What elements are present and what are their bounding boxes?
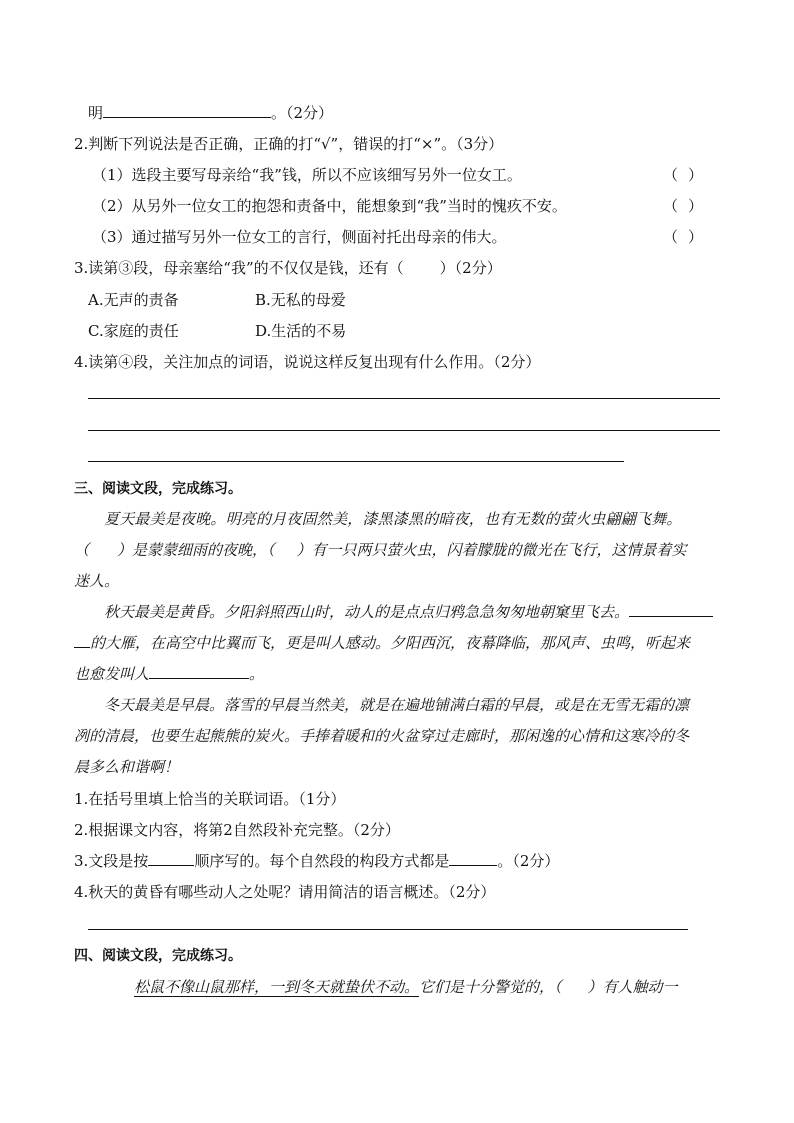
q2-item-2: （2）从另外一位女工的抱怨和责备中，能想象到“我”当时的愧疚不安。 bbox=[92, 197, 567, 215]
answer-rule[interactable] bbox=[88, 461, 624, 462]
answer-rule[interactable] bbox=[88, 398, 720, 399]
q3-option-d: D.生活的不易 bbox=[255, 322, 347, 340]
passage-line: 晨多么和谐啊！ bbox=[74, 758, 180, 776]
passage-line: 也愈发叫人 。 bbox=[74, 665, 265, 683]
passage-line: 的大雁，在高空中比翼而飞，更是叫人感动。夕阳西沉，夜幕降临，那风声、虫鸣，听起来 bbox=[74, 633, 690, 653]
s3-question-2: 2.根据课文内容，将第2自然段补充完整。（2分） bbox=[74, 821, 400, 839]
q3-option-c: C.家庭的责任 bbox=[88, 322, 179, 340]
q2-stem: 2.判断下列说法是否正确，正确的打“√”，错误的打“×”。（3分） bbox=[74, 135, 504, 153]
q2-item-1: （1）选段主要写母亲给“我”钱，所以不应该细写另外一位女工。 bbox=[92, 166, 522, 184]
s3-question-4: 4.秋天的黄昏有哪些动人之处呢？请用简洁的语言概述。（2分） bbox=[74, 883, 496, 901]
judge-bracket-3[interactable]: （ ） bbox=[663, 228, 703, 246]
passage-line: 冽的清晨，也要生起熊熊的炭火。手捧着暖和的火盆穿过走廊时，那闲逸的心情和这寒冷的冬 bbox=[74, 727, 690, 745]
answer-blank[interactable] bbox=[449, 851, 497, 866]
passage-line: 夏天最美是夜晚。明亮的月夜固然美，漆黑漆黑的暗夜，也有无数的萤火虫翩翩飞舞。 bbox=[104, 510, 682, 528]
passage-line: （ ）是蒙蒙细雨的夜晚，（ ）有一只两只萤火虫，闪着朦胧的微光在飞行，这情景着实 bbox=[74, 541, 687, 559]
passage-line: 冬天最美是早晨。落雪的早晨当然美，就是在遍地铺满白霜的早晨，或是在无雪无霜的凛 bbox=[104, 696, 690, 714]
passage-line: 秋天最美是黄昏。夕阳斜照西山时，动人的是点点归鸦急急匆匆地朝窠里飞去。 bbox=[104, 602, 713, 622]
answer-blank[interactable] bbox=[148, 851, 194, 866]
q3-stem: 3.读第③段，母亲塞给“我”的不仅仅是钱，还有（ ）（2分） bbox=[74, 259, 502, 277]
underlined-sentence: 松鼠不像山鼠那样，一到冬天就蛰伏不动。 bbox=[134, 978, 420, 996]
passage-line: 松鼠不像山鼠那样，一到冬天就蛰伏不动。它们是十分警觉的，（ ）有人触动一 bbox=[134, 978, 678, 996]
judge-bracket-2[interactable]: （ ） bbox=[663, 197, 703, 215]
section-4-title: 四、阅读文段，完成练习。 bbox=[74, 948, 242, 964]
q1-answer-line: 明 。（2分） bbox=[88, 104, 334, 122]
answer-rule[interactable] bbox=[88, 929, 688, 930]
q2-item-3: （3）通过描写另外一位女工的言行，侧面衬托出母亲的伟大。 bbox=[92, 228, 507, 246]
answer-blank[interactable] bbox=[74, 633, 90, 648]
q4-stem: 4.读第④段，关注加点的词语，说说这样反复出现有什么作用。（2分） bbox=[74, 353, 541, 371]
section-3-title: 三、阅读文段，完成练习。 bbox=[74, 481, 242, 497]
q3-option-a: A.无声的责备 bbox=[88, 291, 179, 309]
answer-rule[interactable] bbox=[88, 430, 720, 431]
judge-bracket-1[interactable]: （ ） bbox=[663, 166, 703, 184]
answer-blank[interactable] bbox=[629, 602, 713, 617]
answer-blank[interactable] bbox=[149, 664, 249, 679]
q3-option-b: B.无私的母爱 bbox=[255, 291, 346, 309]
s3-question-3: 3.文段是按 顺序写的。每个自然段的构段方式都是 。（2分） bbox=[74, 852, 560, 870]
passage-line: 迷人。 bbox=[74, 572, 120, 590]
s3-question-1: 1.在括号里填上恰当的关联词语。（1分） bbox=[74, 790, 346, 808]
answer-blank[interactable] bbox=[103, 103, 271, 118]
